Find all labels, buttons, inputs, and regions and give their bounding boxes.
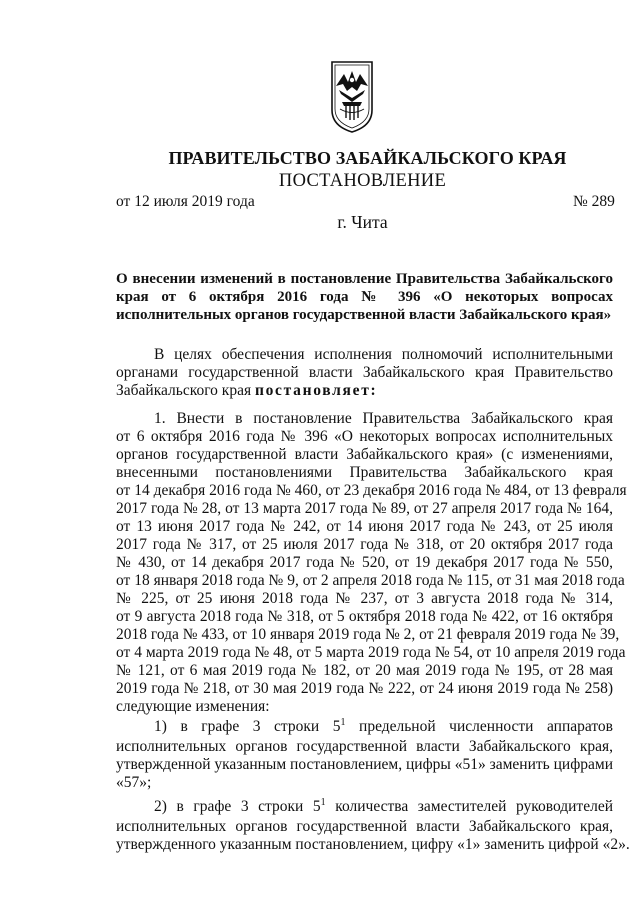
sub-item-1-line: «57»; (116, 774, 152, 791)
sub-item-1-line: утвержденной указанным постановлением, цифры «51» заменить цифрами (116, 756, 613, 773)
item-1-line: от 6 октября 2016 года № 396 «О некоторых вопросах исполнительных (116, 428, 613, 445)
item-1-line: от 14 декабря 2016 года № 460, от 23 декабря 2016 года № 484, от 13 февраля (116, 482, 627, 499)
sub-item-2-line: исполнительных органов государственной власти Забайкальского края, (116, 818, 613, 835)
sub-item-text: 2) в графе 3 строки 5 (154, 798, 321, 815)
item-1-line: 2019 года № 218, от 30 мая 2019 года № 222, от 24 июня 2019 года № 258) (116, 680, 613, 697)
item-1-line: № 121, от 6 мая 2019 года № 182, от 20 мая 2019 года № 195, от 28 мая (116, 662, 613, 679)
item-1-line: следующие изменения: (116, 698, 270, 715)
item-1-line: № 225, от 25 июня 2018 года № 237, от 3 августа 2018 года № 314, (116, 590, 613, 607)
item-1-line: 2017 года № 28, от 13 марта 2017 года № 89, от 27 апреля 2017 года № 164, (116, 500, 613, 517)
government-name: ПРАВИТЕЛЬСТВО ЗАБАЙКАЛЬСКОГО КРАЯ (168, 148, 567, 168)
item-1-line: от 4 марта 2019 года № 48, от 5 марта 2019 года № 54, от 10 апреля 2019 года (116, 644, 626, 661)
coat-of-arms-icon (330, 60, 374, 134)
title-line: О внесении изменений в постановление Правительства Забайкальского (116, 271, 613, 287)
item-1-line: от 9 августа 2018 года № 318, от 5 октября 2018 года № 422, от 16 октября (116, 608, 613, 625)
document-type: ПОСТАНОВЛЕНИЕ (278, 171, 447, 191)
resolves-verb: постановляет: (254, 382, 378, 399)
sub-item-text: 1) в графе 3 строки 5 (154, 718, 341, 735)
preamble (116, 346, 613, 400)
preamble-line-text: Забайкальского края (116, 382, 255, 399)
sub-item-2-line: утвержденного указанным постановлением, цифру «1» заменить цифрой «2». (116, 836, 630, 853)
preamble-line: В целях обеспечения исполнения полномочий исполнительными (154, 346, 613, 363)
item-1-line: № 430, от 14 декабря 2017 года № 520, от 19 декабря 2017 года № 550, (116, 554, 613, 571)
sub-item-1-line: исполнительных органов государственной власти Забайкальского края, (116, 738, 613, 755)
sub-item-1 (116, 718, 613, 792)
item-1 (116, 410, 627, 716)
document-city: г. Чита (337, 212, 388, 232)
preamble-line (116, 382, 613, 400)
item-1-line: 2017 года № 317, от 25 июля 2017 года № 318, от 20 октября 2017 года (116, 536, 613, 553)
preamble-line: органами государственной власти Забайкальского края Правительство (116, 364, 613, 381)
document-number: № 289 (573, 193, 615, 210)
item-1-line: от 13 июня 2017 года № 242, от 14 июня 2017 года № 243, от 25 июля (116, 518, 613, 535)
sub-item-2 (116, 797, 630, 854)
document-title (116, 270, 613, 324)
item-1-line: внесенными постановлениями Правительства Забайкальского края (116, 464, 613, 481)
sub-item-text: предельной численности аппаратов (345, 718, 613, 735)
title-line: исполнительных органов государственной власти Забайкальского края» (116, 307, 612, 323)
sub-item-2-line (116, 798, 613, 818)
sub-item-1-line (116, 718, 613, 738)
item-1-line: органов государственной власти Забайкальского края» (с изменениями, (116, 446, 613, 463)
superscript: 1 (340, 717, 346, 728)
title-line: края от 6 октября 2016 года № 396 «О некоторых вопросах (116, 289, 613, 305)
sub-item-text: количества заместителей руководителей (325, 798, 613, 815)
document-date: от 12 июля 2019 года (116, 193, 255, 210)
superscript: 1 (320, 797, 326, 808)
item-1-line: 1. Внести в постановление Правительства Забайкальского края (154, 410, 613, 427)
item-1-line: 2018 года № 433, от 10 января 2019 года № 2, от 21 февраля 2019 года № 39, (116, 626, 620, 643)
item-1-line: от 18 января 2018 года № 9, от 2 апреля 2018 года № 115, от 31 мая 2018 года (116, 572, 625, 589)
